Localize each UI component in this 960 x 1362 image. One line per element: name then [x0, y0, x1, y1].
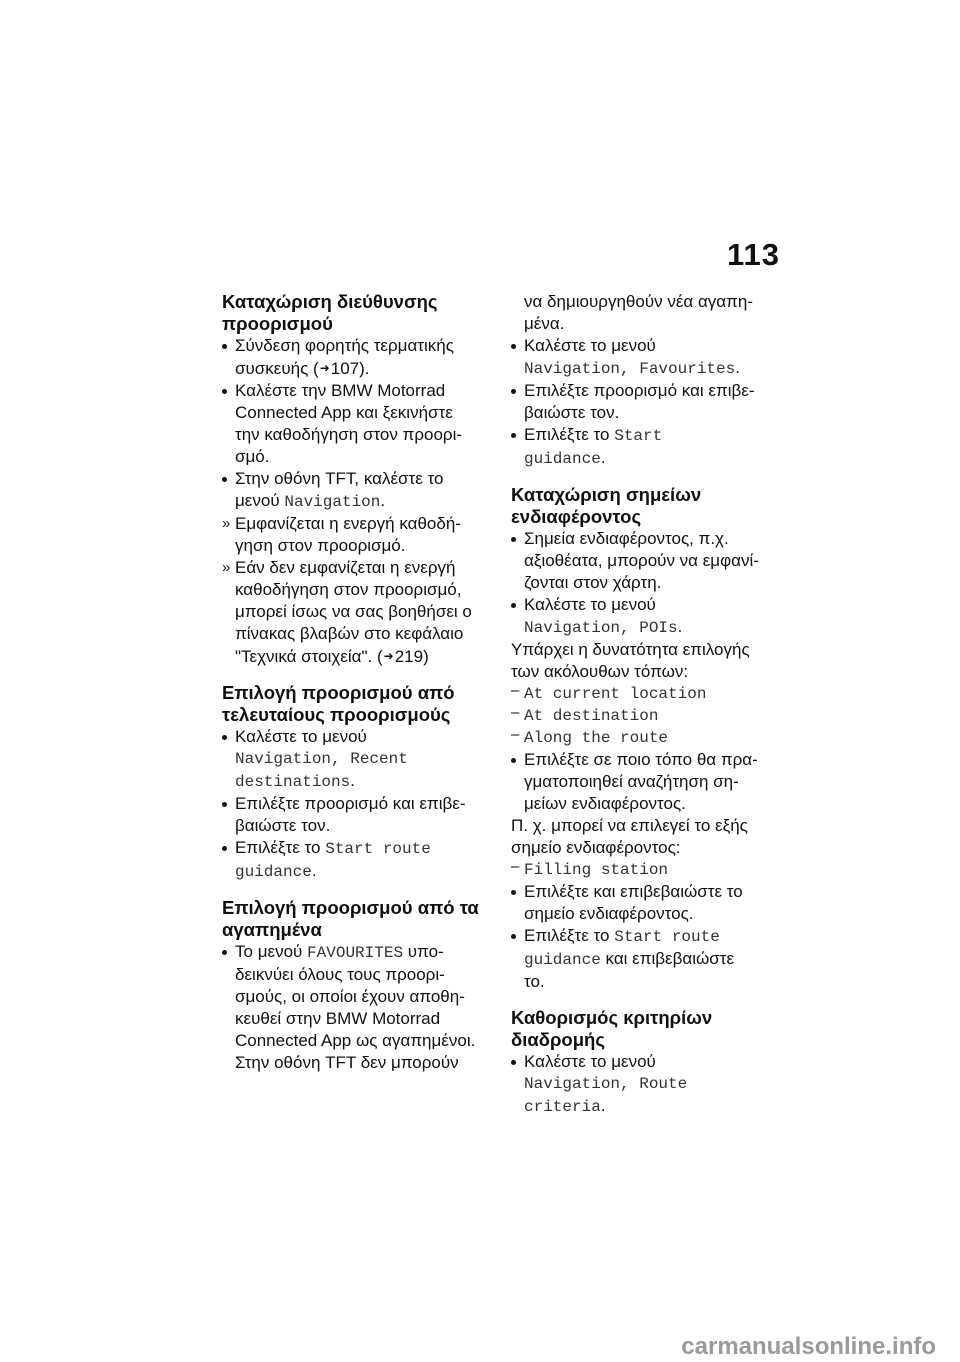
- option-along-the-route: [511, 727, 786, 749]
- heading-line: προορισμού: [222, 313, 333, 334]
- heading-recent-destinations: [222, 682, 497, 726]
- page-number: 113: [726, 237, 780, 272]
- step-start-guidance: [511, 424, 786, 470]
- dash-icon: –: [511, 682, 520, 699]
- bullet-icon: [222, 846, 227, 851]
- menu-label: Start: [614, 427, 663, 445]
- heading-line: αγαπημένα: [222, 919, 322, 940]
- step-text-part: Επιλέξτε το: [235, 838, 326, 857]
- step-text: [235, 770, 497, 793]
- bullet-icon: [222, 389, 227, 394]
- result-text: καθοδήγηση στον προορισμό,: [235, 580, 462, 599]
- menu-label: Start route: [325, 840, 431, 858]
- menu-label: guidance: [524, 951, 601, 969]
- step-text-part: μενού: [235, 491, 285, 510]
- step-text: [524, 616, 786, 639]
- bullet-icon: [511, 934, 516, 939]
- favourites-continuation: [511, 291, 786, 335]
- step-text: μείων ενδιαφέροντος.: [524, 794, 686, 813]
- step-text: [524, 424, 786, 447]
- heading-points-of-interest: [511, 484, 786, 528]
- option-at-current-location: [511, 683, 786, 705]
- paragraph-line: Υπάρχει η δυνατότητα επιλογής: [511, 640, 750, 659]
- step-text: Καλέστε το μενού: [524, 336, 656, 355]
- step-poi-info: [511, 528, 786, 594]
- step-text: Επιλέξτε σε ποιο τόπο θα πρα-: [524, 750, 758, 769]
- option-filling-station: [511, 859, 786, 881]
- step-text: αξιοθέατα, μπορούν να εμφανί-: [524, 551, 759, 570]
- menu-label: Navigation, Route: [524, 1075, 688, 1093]
- step-text-part: ).: [359, 359, 370, 378]
- menu-label: Navigation, Recent: [235, 750, 408, 768]
- watermark: carmanualsonline.info: [681, 1333, 936, 1360]
- heading-line: Καταχώριση σημείων: [511, 484, 702, 505]
- step-open-connected-app: [222, 380, 497, 468]
- result-text: Εμφανίζεται η ενεργή καθοδή-: [235, 514, 461, 533]
- result-text-part: ): [423, 647, 429, 666]
- bullet-icon: [511, 603, 516, 608]
- bullet-icon: [222, 735, 227, 740]
- step-text: την καθοδήγηση στον προορι-: [235, 425, 463, 444]
- step-text: το.: [524, 972, 545, 991]
- step-text: [235, 837, 497, 860]
- step-text: σμούς, οι οποίοι έχουν αποθη-: [235, 987, 465, 1006]
- step-text-part: υπο-: [403, 942, 444, 961]
- step-start-route-guidance: [222, 837, 497, 883]
- heading-line: τελευταίους προορισμούς: [222, 704, 451, 725]
- step-text: [524, 948, 786, 971]
- step-text-part: .: [311, 861, 317, 880]
- step-select-destination: [222, 793, 497, 837]
- menu-label: guidance: [524, 450, 601, 468]
- step-text-part: .: [600, 448, 606, 467]
- step-select-search-location: [511, 749, 786, 815]
- arrow-right-icon: ➜: [383, 649, 394, 663]
- heading-line: ενδιαφέροντος: [511, 506, 642, 527]
- right-column: [511, 291, 786, 1118]
- paragraph-location-options: [511, 639, 786, 683]
- result-text: γηση στον προορισμό.: [235, 536, 406, 555]
- page-reference[interactable]: 107: [330, 359, 360, 378]
- step-open-recent-menu: [222, 726, 497, 793]
- step-text: [524, 447, 786, 470]
- option-at-destination: [511, 705, 786, 727]
- step-text: Connected App και ξεκινήστε: [235, 403, 453, 422]
- step-text: σημείο ενδιαφέροντος.: [524, 904, 694, 923]
- result-marker-icon: »: [222, 559, 231, 576]
- step-open-poi-menu: [511, 594, 786, 639]
- step-text: Connected App ως αγαπημένοι.: [235, 1031, 476, 1050]
- step-text-part: συσκευής (: [235, 359, 319, 378]
- bullet-icon: [511, 758, 516, 763]
- heading-route-criteria: [511, 1007, 786, 1051]
- step-text-part: .: [735, 358, 740, 377]
- step-text: [235, 860, 497, 883]
- option-label: At destination: [524, 707, 659, 725]
- step-text-part: Επιλέξτε το: [524, 926, 615, 945]
- step-text-part: Το μενού: [235, 942, 308, 961]
- step-text: Σημεία ενδιαφέροντος, π.χ.: [524, 529, 729, 548]
- option-label: Along the route: [524, 729, 669, 747]
- step-text-part: Επιλέξτε το: [524, 425, 615, 444]
- step-open-favourites-menu: [511, 335, 786, 380]
- step-text: Στην οθόνη TFT δεν μπορούν: [235, 1053, 459, 1072]
- step-text-part: .: [380, 491, 386, 510]
- bullet-icon: [511, 537, 516, 542]
- step-text: [524, 357, 786, 380]
- step-text: ζονται στον χάρτη.: [524, 573, 662, 592]
- paragraph-line: των ακόλουθων τόπων:: [511, 662, 689, 681]
- step-text: μένα.: [524, 314, 565, 333]
- paragraph-poi-example: [511, 815, 786, 859]
- heading-line: Καθορισμός κριτηρίων: [511, 1007, 713, 1028]
- menu-label: Navigation, Favourites: [524, 360, 736, 378]
- result-text: [235, 645, 497, 668]
- dash-icon: –: [511, 726, 520, 743]
- heading-line: Επιλογή προορισμού από: [222, 682, 455, 703]
- result-active-guidance: [222, 513, 497, 557]
- step-favourites-menu: [222, 941, 497, 1074]
- step-text: βαιώστε τον.: [235, 816, 331, 835]
- step-confirm-poi: [511, 881, 786, 925]
- result-text-part: "Τεχνικά στοιχεία". (: [235, 647, 383, 666]
- option-label: Filling station: [524, 861, 669, 879]
- step-text: βαιώστε τον.: [524, 403, 620, 422]
- step-text: Επιλέξτε προορισμό και επιβε-: [524, 381, 755, 400]
- heading-line: Επιλογή προορισμού από τα: [222, 897, 479, 918]
- step-text: [235, 941, 497, 964]
- paragraph-line: Π. χ. μπορεί να επιλεγεί το εξής: [511, 816, 748, 835]
- step-text: σμό.: [235, 447, 270, 466]
- dash-icon: –: [511, 704, 520, 721]
- step-open-route-criteria-menu: [511, 1051, 786, 1118]
- paragraph-line: σημείο ενδιαφέροντος:: [511, 838, 681, 857]
- dash-icon: –: [511, 858, 520, 875]
- menu-label: guidance: [235, 863, 312, 881]
- step-text-part: .: [677, 617, 683, 636]
- menu-label: destinations: [235, 773, 351, 791]
- step-text-part: .: [350, 771, 355, 790]
- step-text: Στην οθόνη TFT, καλέστε το: [235, 469, 444, 488]
- bullet-icon: [511, 1060, 516, 1065]
- step-text: [235, 490, 497, 513]
- bullet-icon: [222, 344, 227, 349]
- result-marker-icon: »: [222, 515, 231, 532]
- step-text: κευθεί στην BMW Motorrad: [235, 1009, 441, 1028]
- step-text: [524, 1095, 786, 1118]
- heading-line: διαδρομής: [511, 1029, 605, 1050]
- option-label: At current location: [524, 685, 707, 703]
- heading-favourites: [222, 897, 497, 941]
- step-text: Καλέστε το μενού: [524, 595, 656, 614]
- result-text: πίνακας βλαβών στο κεφάλαιο: [235, 624, 464, 643]
- step-text: Επιλέξτε προορισμό και επιβε-: [235, 794, 466, 813]
- bullet-icon: [222, 950, 227, 955]
- step-text: [524, 925, 786, 948]
- step-text-part: .: [600, 1096, 606, 1115]
- bullet-icon: [511, 344, 516, 349]
- left-column: [222, 291, 497, 1074]
- result-text: μπορεί ίσως να σας βοηθήσει ο: [235, 602, 472, 621]
- step-text: Σύνδεση φορητής τερματικής: [235, 336, 454, 355]
- menu-label: FAVOURITES: [307, 944, 404, 962]
- bullet-icon: [511, 890, 516, 895]
- step-text: να δημιουργηθούν νέα αγαπη-: [524, 292, 753, 311]
- bullet-icon: [511, 389, 516, 394]
- menu-label: Navigation, POIs: [524, 619, 678, 637]
- bullet-icon: [222, 477, 227, 482]
- result-troubleshooting: [222, 557, 497, 668]
- step-text: γματοποιηθεί αναζήτηση ση-: [524, 772, 739, 791]
- step-start-route-guidance-poi: [511, 925, 786, 993]
- bullet-icon: [511, 433, 516, 438]
- step-text: δεικνύει όλους τους προορι-: [235, 965, 445, 984]
- heading-enter-destination-address: [222, 291, 497, 335]
- result-text: Εάν δεν εμφανίζεται η ενεργή: [235, 558, 456, 577]
- page-reference[interactable]: 219: [394, 647, 424, 666]
- heading-line: Καταχώριση διεύθυνσης: [222, 291, 438, 312]
- step-text: Καλέστε την BMW Motorrad: [235, 381, 446, 400]
- menu-label: criteria: [524, 1098, 601, 1116]
- step-text: Επιλέξτε και επιβεβαιώστε το: [524, 882, 743, 901]
- menu-label: Start route: [614, 928, 720, 946]
- menu-label: Navigation: [284, 493, 381, 511]
- step-text: Καλέστε το μενού: [235, 727, 367, 746]
- arrow-right-icon: ➜: [319, 361, 330, 375]
- step-select-favourite: [511, 380, 786, 424]
- step-open-navigation-menu: [222, 468, 497, 513]
- step-text: Καλέστε το μενού: [524, 1052, 656, 1071]
- bullet-icon: [222, 802, 227, 807]
- step-text-part: και επιβεβαιώστε: [600, 949, 735, 968]
- step-text: [235, 357, 497, 380]
- step-connect-device: [222, 335, 497, 380]
